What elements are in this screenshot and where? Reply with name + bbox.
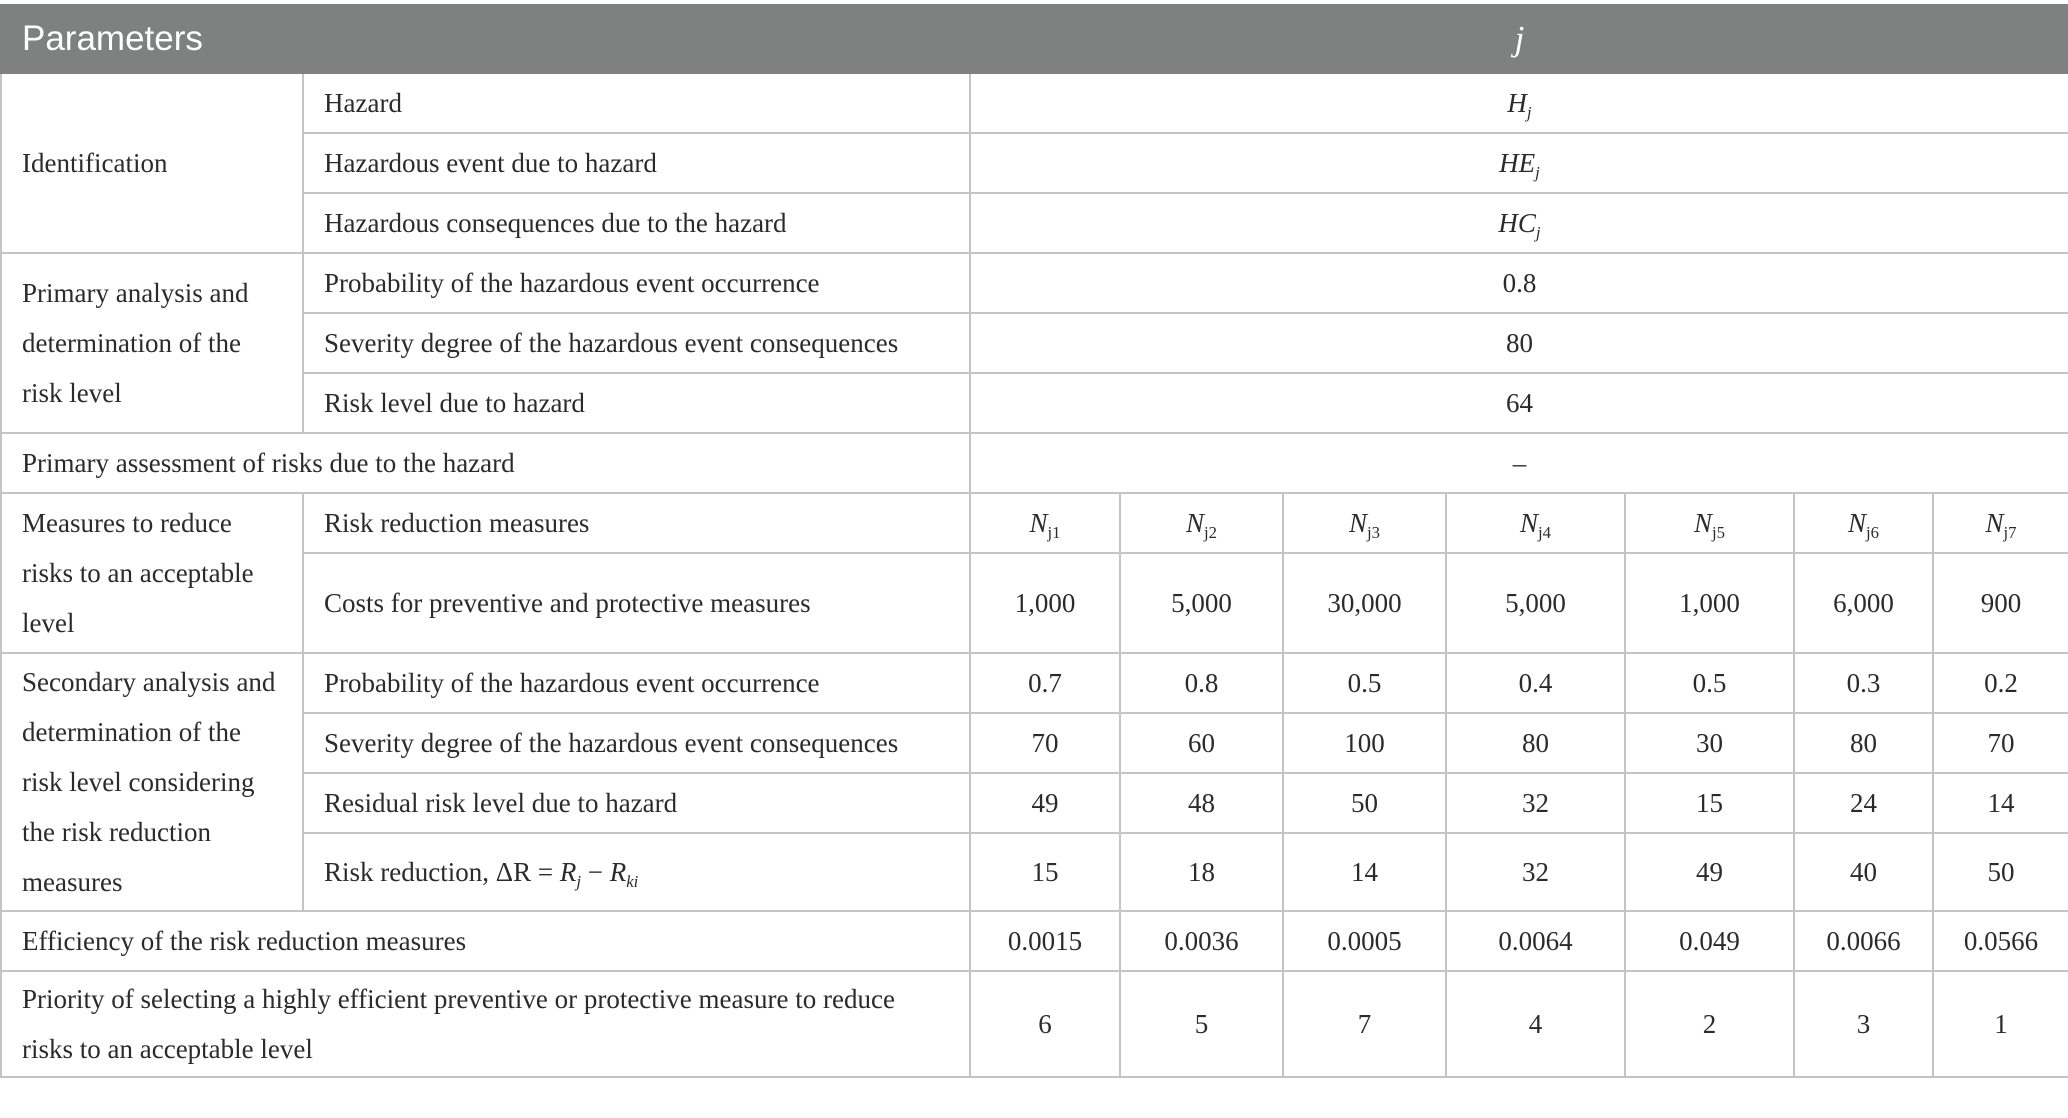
value-cell: 6 <box>970 971 1120 1077</box>
table-row <box>1 133 2068 193</box>
value-cell: 80 <box>1446 713 1625 773</box>
value-cell: 1 <box>1933 971 2068 1077</box>
value-cell: $HC_j$ <box>970 193 2068 253</box>
value-cell: 49 <box>1625 833 1794 911</box>
param-label: Severity degree of the hazardous event consequences <box>303 313 970 373</box>
value-cell: $HE_j$ <box>970 133 2068 193</box>
value-cell: 70 <box>970 713 1120 773</box>
measure-name: $N_{j5}$ <box>1625 493 1794 553</box>
value-cell: 1,000 <box>1625 553 1794 653</box>
value-cell: 14 <box>1283 833 1446 911</box>
param-label: Hazardous consequences due to the hazard <box>303 193 970 253</box>
param-label-risk-reduction: Risk reduction, $\Delta R = R_j - R_{ki}$ <box>303 833 970 911</box>
value-cell: 3 <box>1794 971 1933 1077</box>
value-cell: 15 <box>1625 773 1794 833</box>
value-cell: 64 <box>970 373 2068 433</box>
value-cell: 0.7 <box>970 653 1120 713</box>
value-cell: 0.0015 <box>970 911 1120 971</box>
table-row <box>1 713 2068 773</box>
table-row <box>1 553 2068 653</box>
param-label: Severity degree of the hazardous event consequences <box>303 713 970 773</box>
param-label: Risk level due to hazard <box>303 373 970 433</box>
value-cell: 0.0566 <box>1933 911 2068 971</box>
value-cell: 60 <box>1120 713 1283 773</box>
value-cell: 5 <box>1120 971 1283 1077</box>
header-row <box>1 5 2068 73</box>
value-cell: 0.0005 <box>1283 911 1446 971</box>
param-label: Primary assessment of risks due to the hazard <box>1 433 970 493</box>
value-cell: 900 <box>1933 553 2068 653</box>
value-cell: 0.5 <box>1625 653 1794 713</box>
table-container <box>0 4 2068 1078</box>
param-label: Priority of selecting a highly efficient preventive or protective measure to reduce risks to an acceptable level <box>1 971 970 1077</box>
risk-parameters-table <box>0 4 2068 1078</box>
value-cell: 0.0036 <box>1120 911 1283 971</box>
measure-name: $N_{j7}$ <box>1933 493 2068 553</box>
param-label: Probability of the hazardous event occurrence <box>303 253 970 313</box>
value-cell: 6,000 <box>1794 553 1933 653</box>
value-cell: 24 <box>1794 773 1933 833</box>
table-row <box>1 253 2068 313</box>
value-cell: 1,000 <box>970 553 1120 653</box>
value-cell: 0.049 <box>1625 911 1794 971</box>
value-cell: 80 <box>1794 713 1933 773</box>
table-row <box>1 193 2068 253</box>
value-cell: 5,000 <box>1120 553 1283 653</box>
measure-name: $N_{j4}$ <box>1446 493 1625 553</box>
header-parameters: Parameters <box>1 5 970 73</box>
value-cell: 32 <box>1446 833 1625 911</box>
value-cell: 18 <box>1120 833 1283 911</box>
value-cell: 15 <box>970 833 1120 911</box>
param-label: Risk reduction measures <box>303 493 970 553</box>
value-cell: 0.8 <box>1120 653 1283 713</box>
header-j: j <box>970 5 2068 73</box>
value-cell: 0.4 <box>1446 653 1625 713</box>
table-row <box>1 971 2068 1077</box>
param-label: Hazardous event due to hazard <box>303 133 970 193</box>
value-cell: 50 <box>1283 773 1446 833</box>
value-cell: 32 <box>1446 773 1625 833</box>
table-row <box>1 911 2068 971</box>
group-label-identification: Identification <box>1 73 303 253</box>
param-label: Hazard <box>303 73 970 133</box>
value-cell: 30,000 <box>1283 553 1446 653</box>
table-row <box>1 73 2068 133</box>
table-row <box>1 313 2068 373</box>
value-cell: 4 <box>1446 971 1625 1077</box>
table-row <box>1 773 2068 833</box>
group-label-primary: Primary analysis and determination of the risk level <box>1 253 303 433</box>
table-row <box>1 493 2068 553</box>
table-row <box>1 373 2068 433</box>
value-cell: 0.0066 <box>1794 911 1933 971</box>
value-cell: 0.2 <box>1933 653 2068 713</box>
value-cell: 100 <box>1283 713 1446 773</box>
value-cell: 5,000 <box>1446 553 1625 653</box>
value-cell: 0.0064 <box>1446 911 1625 971</box>
table-row <box>1 833 2068 911</box>
value-cell: 49 <box>970 773 1120 833</box>
value-cell: 40 <box>1794 833 1933 911</box>
table-row <box>1 433 2068 493</box>
value-cell: 80 <box>970 313 2068 373</box>
measure-name: $N_{j3}$ <box>1283 493 1446 553</box>
group-label-measures: Measures to reduce risks to an acceptable level <box>1 493 303 653</box>
group-label-secondary: Secondary analysis and determination of the risk level considering the risk reduction measures <box>1 653 303 911</box>
value-cell: 30 <box>1625 713 1794 773</box>
value-cell: 7 <box>1283 971 1446 1077</box>
value-cell: 48 <box>1120 773 1283 833</box>
value-cell: $H_j$ <box>970 73 2068 133</box>
table-row <box>1 653 2068 713</box>
value-cell: – <box>970 433 2068 493</box>
value-cell: 70 <box>1933 713 2068 773</box>
value-cell: 0.8 <box>970 253 2068 313</box>
param-label: Efficiency of the risk reduction measures <box>1 911 970 971</box>
measure-name: $N_{j6}$ <box>1794 493 1933 553</box>
value-cell: 0.3 <box>1794 653 1933 713</box>
value-cell: 14 <box>1933 773 2068 833</box>
param-label: Costs for preventive and protective measures <box>303 553 970 653</box>
measure-name: $N_{j2}$ <box>1120 493 1283 553</box>
param-label: Probability of the hazardous event occurrence <box>303 653 970 713</box>
measure-name: $N_{j1}$ <box>970 493 1120 553</box>
value-cell: 2 <box>1625 971 1794 1077</box>
value-cell: 0.5 <box>1283 653 1446 713</box>
value-cell: 50 <box>1933 833 2068 911</box>
param-label: Residual risk level due to hazard <box>303 773 970 833</box>
